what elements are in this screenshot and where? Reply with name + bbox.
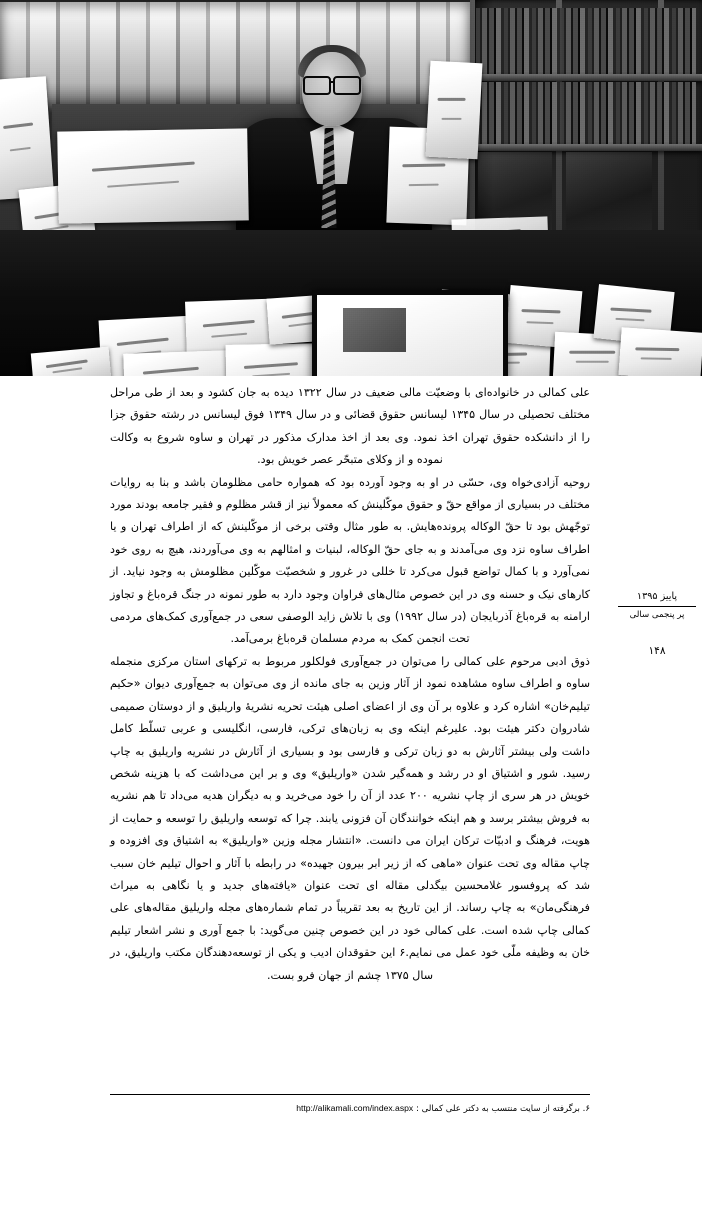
eyeglass-lens-right <box>333 76 361 95</box>
photo-grayscale-layer <box>0 0 702 376</box>
standing-folder-right <box>426 61 483 160</box>
footnote-text: برگرفته از سایت منتسب به دکتر علی کمالی : <box>415 1104 580 1114</box>
footnote-url[interactable]: http://alikamali.com/index.aspx <box>296 1103 414 1113</box>
desk-document <box>123 350 229 376</box>
footnote-divider <box>110 1094 590 1095</box>
shelf-books-2 <box>476 82 696 144</box>
margin-divider <box>618 606 696 607</box>
desk-document <box>618 327 702 376</box>
footnote-area <box>110 1094 590 1116</box>
framed-calligraphy-sheet <box>317 295 503 376</box>
issue-label: پاییز ۱۳۹۵ <box>636 591 678 602</box>
footnote-entry <box>110 1102 590 1116</box>
page-number: ۱۴۸ <box>648 645 666 657</box>
journal-label: پر پنجمی سالی <box>629 610 685 620</box>
shelf-2 <box>470 144 702 151</box>
body-text-column <box>110 382 590 987</box>
paragraph-character: روحیه آزادی‌خواه وی، حسّی در او به وجود آورده بود که همواره حامی مظلومان باشد و بنا به روایات مختلف در بسیاری از مواقع حقّ و حقوق موکّلینش که معمولاً نیز از قشر مظلوم و فقیر جامعه بودند مورد توجّهش بود تا حقّ الوکاله پرونده‌هایش. به طور مثال وقتی برخی از موکّلینش که از اطراف تهران و یا اطراف ساوه نزد وی می‌آمدند و به جای حقّ الوکاله، لبنیات و امثالهم به وی می‌آوردند، هیچ به روی خود نمی‌آورد و با کمال تواضع قبول می‌کرد تا خللی در غرور و شخصیّت موکّلین مظلومش به وجود نیاید. از کارهای نیک و حسنه وی در این خصوص مثال‌های فراوان وجود دارد به طور نمونه در جنگ قره‌باغ و تجاوز ارامنه به قره‌باغ آذربایجان (در سال ۱۹۹۲) وی با تلاش زاید الوصفی سعی در جمع‌آوری کمک‌های مردمی تحت انجمن کمک به مردم مسلمان قره‌باغ برمی‌آمد. <box>110 475 591 646</box>
upright-manuscript-folders <box>0 2 470 114</box>
standing-folder-left <box>0 76 54 200</box>
running-head-margin <box>618 590 696 657</box>
shelf-books-top <box>476 8 696 74</box>
paragraph-literary-work: ذوق ادبی مرحوم علی کمالی را می‌توان در جمع‌آوری فولکلور مربوط به ترکهای استان مرکزی منجمله ساوه و اطراف ساوه مشاهده نمود از آثار وزین به جای مانده از وی می‌توان به جمع‌آوری دیوان «حکیم تیلیم‌خان» اشاره کرد و علاوه بر آن وی از اعضای اصلی هیئت تحریه نشریهٔ واریلیق و از دوستان صمیمی شادروان دکتر هیئت بود. علیرغم اینکه وی به زبان‌های ترکی، فارسی، انگلیسی و عربی تسلّط کامل داشت ولی بیشتر آثارش به دو زبان ترکی و فارسی بود و بسیاری از آثارش در نشریه واریلیق به چاپ رسید. شور و اشتیاق او در رشد و همه‌گیر شدن «واریلیق» وی و بر این می‌داشت که با هزینه شخص خویش در هر سری از چاپ نشریه ۲۰۰ عدد از آن را خود می‌خرید و به دیگران هدیه می‌داد تا هم نشریه به فروش بیشتر برسد و هم اینکه خوانندگان آن فزونی یابند. چرا که توسعه واریلیق را توسعه و حمایت از هویت، فرهنگ و ادبیّات ترکان ایران می دانست. «انتشار مجله وزین «واریلیق» به اشتیاق وی افزوده و چاپ مقاله وی تحت عنوان «ماهی که از زیر ابر بیرون جهیده» در رابطه با آثار و احوال تیلیم خان سبب شد که پروفسور غلامحسین بیگدلی مقاله ای تحت عنوان «یافته‌های جدید و یا نگاهی به میراث فرهنگی‌مان» به چاپ رساند. از این تاریخ به بعد تقریباً در تمام شماره‌های مجله واریلیق مقاله‌های علی کمالی چاپ شده است. علی کمالی خود در این خصوص چنین می‌گوید: با جمع آوری و نشر اشعار تیلیم خان به وظیفه ملّی خود عمل می نمایم.۶ این حقوقدان ادیب و یکی از توسعه‌دهندگان مکتب واریلیق، در سال ۱۳۷۵ چشم از جهان فرو بست. <box>110 654 590 982</box>
eyeglass-lens-left <box>303 76 331 95</box>
shelf-1 <box>470 74 702 81</box>
paragraph-biography: علی کمالی در خانواده‌ای با وضعیّت مالی ضعیف در سال ۱۳۲۲ دیده به جان کشود و بعد از طی مراحل مختلف تحصیلی در سال ۱۳۴۵ لیسانس حقوق قضائی و در سال ۱۳۴۹ فوق لیسانس در رشته حقوق جزا را از دانشکده حقوق تهران اخذ نمود. وی بعد از اخذ مدارک مذکور در تهران و ساوه شروع به وکالت نموده و از وکلای متبحّر عصر خویش بود. <box>110 386 590 467</box>
standing-folder-center-left <box>57 128 249 223</box>
document-page <box>0 376 702 1223</box>
footnote-marker: ۶. <box>582 1104 590 1114</box>
eyeglasses-icon <box>303 76 361 91</box>
archival-photograph <box>0 0 702 376</box>
framed-calligraphy <box>312 290 508 376</box>
